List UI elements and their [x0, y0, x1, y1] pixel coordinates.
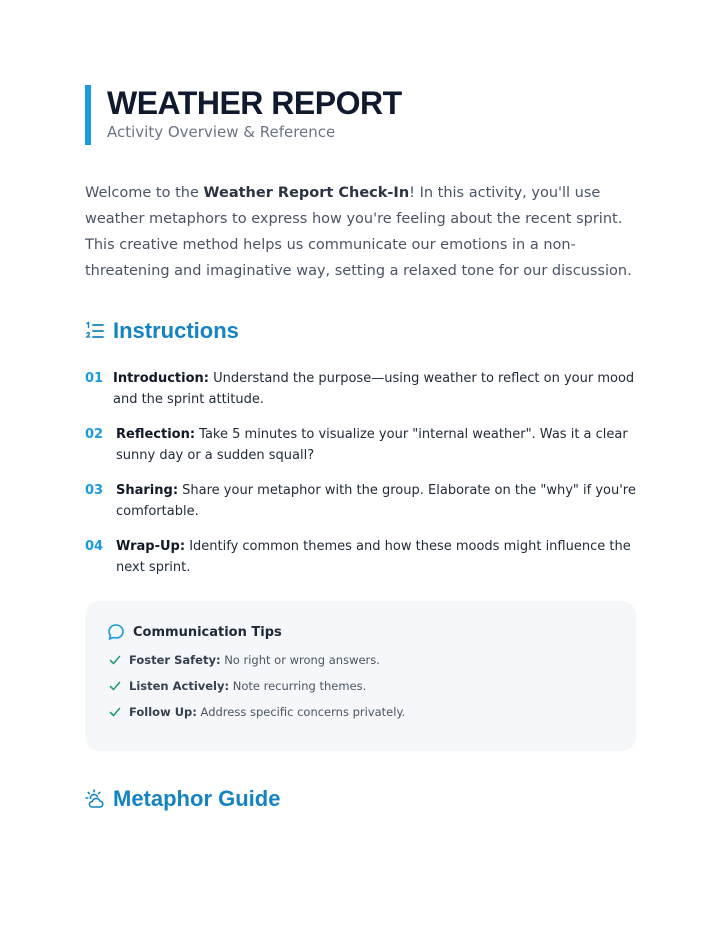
instruction-steps — [85, 368, 645, 592]
check-icon — [109, 654, 121, 666]
step-title: Reflection: — [116, 427, 196, 442]
tip-title: Foster Safety: — [129, 653, 221, 667]
page-title: WEATHER REPORT — [107, 85, 402, 121]
header-accent-bar — [85, 85, 91, 145]
intro-paragraph — [85, 180, 645, 284]
tip-text: No right or wrong answers. — [220, 653, 380, 667]
sun-cloud-icon — [85, 789, 105, 809]
tips-heading — [107, 623, 614, 641]
tip-title: Listen Actively: — [129, 679, 230, 693]
step-text: Take 5 minutes to visualize your "internal weather". Was it a clear sunny day or a sudden squall? — [116, 427, 628, 463]
tip-text: Note recurring themes. — [229, 679, 367, 693]
intro-prefix: Welcome to the — [85, 185, 204, 201]
step-item — [85, 536, 645, 578]
step-number: 01 — [85, 371, 104, 386]
metaphor-guide-heading — [85, 786, 280, 812]
step-text: Understand the purpose—using weather to reflect on your mood and the sprint attitude. — [113, 371, 635, 407]
chat-bubble-icon — [107, 623, 125, 641]
check-icon — [109, 680, 121, 692]
step-item — [85, 480, 645, 522]
step-text: Identify common themes and how these moods might influence the next sprint. — [116, 539, 631, 575]
tip-item — [107, 679, 614, 693]
step-title: Wrap-Up: — [116, 539, 186, 554]
communication-tips-card — [85, 601, 636, 751]
intro-suffix: ! In this activity, you'll use weather metaphors to express how you're feeling about the recent sprint. This creative method helps us communicate our emotions in a non-threatening and imaginative way, setting a relaxed tone for our discussion. — [85, 185, 632, 279]
step-title: Sharing: — [116, 483, 179, 498]
tip-item — [107, 653, 614, 667]
check-icon — [109, 706, 121, 718]
instructions-heading — [85, 318, 239, 344]
intro-highlight: Weather Report Check-In — [203, 185, 410, 201]
tips-title: Communication Tips — [133, 624, 282, 640]
step-number: 03 — [85, 483, 104, 498]
step-number: 04 — [85, 539, 104, 554]
step-title: Introduction: — [113, 371, 209, 386]
tip-title: Follow Up: — [129, 705, 197, 719]
numbered-list-icon — [85, 321, 105, 341]
step-item — [85, 424, 645, 466]
step-item — [85, 368, 645, 410]
instructions-title: Instructions — [113, 318, 239, 343]
page-subtitle: Activity Overview & Reference — [107, 123, 336, 141]
page-header — [85, 85, 402, 145]
tip-text: Address specific concerns privately. — [196, 705, 406, 719]
metaphor-guide-title: Metaphor Guide — [113, 786, 281, 811]
tip-item — [107, 705, 614, 719]
step-number: 02 — [85, 427, 104, 442]
step-text: Share your metaphor with the group. Elaborate on the "why" if you're comfortable. — [116, 483, 636, 519]
